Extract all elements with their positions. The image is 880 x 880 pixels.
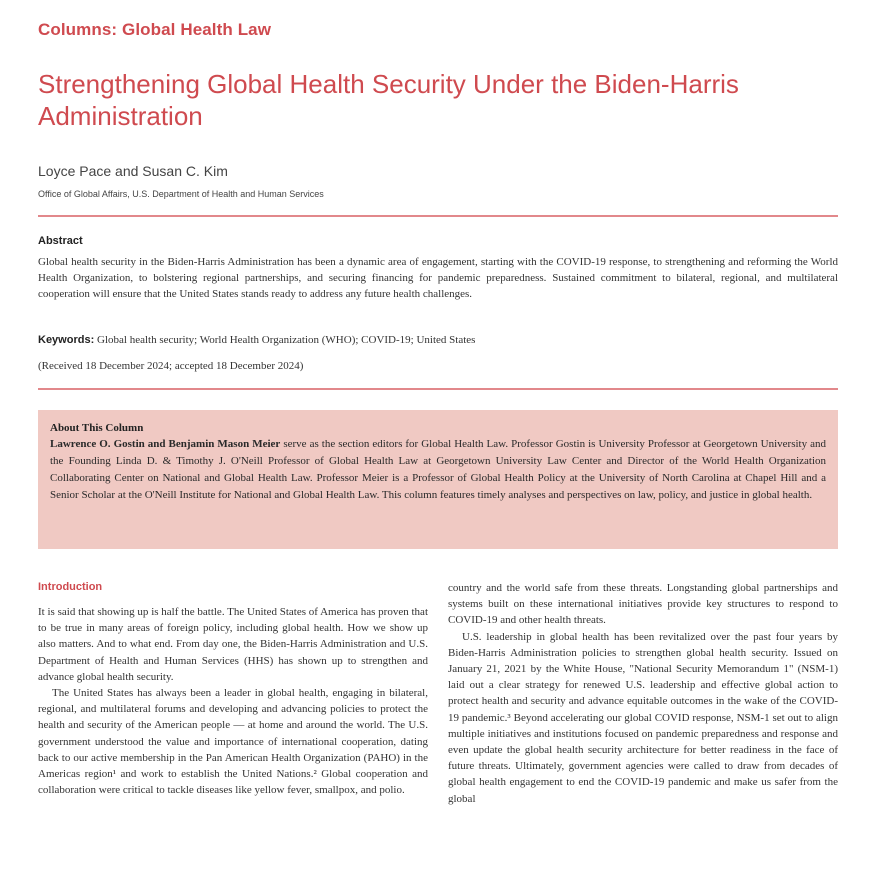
abstract-divider — [38, 388, 838, 390]
about-column-body: serve as the section editors for Global Health Law. Professor Gostin is University Professor at Georgetown University and the Founding Linda D. & Timothy J. O'Neill Professor of Global Health Law at Georgetown University Law Center and Director of the World Health Organization Collaborating Center on National and Global Health Law. Professor Meier is a Professor of Global Health Policy at the University of North Carolina at Chapel Hill and a Senior Scholar at the O'Neill Institute for National and Global Health Law. This column features timely analyses and perspectives on law, policy, and justice in global health. — [50, 438, 827, 501]
about-column-text — [50, 436, 826, 504]
authors: Loyce Pace and Susan C. Kim — [38, 163, 228, 179]
keywords-list: Global health security; World Health Organization (WHO); COVID-19; United States — [97, 334, 476, 346]
paragraph-4: U.S. leadership in global health has been revitalized over the past four years by Biden-Harris Administration policies to strengthen global health security. Issued on January 21, 2021 by the White House, "National Security Memorandum 1" (NSM-1) laid out a clear strategy for renewed U.S. leadership and effective global action to protect health and security and advance equitable outcomes in the wake of the COVID-19 pandemic.³ Beyond accelerating our global COVID response, NSM-1 set out to align multiple initiatives and institutions focused on pandemic preparedness and response and even update the global health security architecture for better readiness in the face of future threats. Ultimately, government agencies were called to draw from decades of global health engagement to end the COVID-19 pandemic and make us safer from the global — [448, 630, 838, 805]
affiliation: Office of Global Affairs, U.S. Department of Health and Human Services — [38, 189, 324, 199]
section-label: Columns: Global Health Law — [38, 20, 272, 39]
abstract-text: Global health security in the Biden-Harris Administration has been a dynamic area of engagement, starting with the COVID-19 response, to strengthening and reforming the World Health Organization, to bolstering regional partnerships, and securing financing for pandemic preparedness. Sustained commitment to bilateral, regional, and multilateral cooperation will ensure that the United States stands ready to address any future health challenges. — [38, 256, 838, 300]
top-divider — [38, 215, 838, 217]
keywords-label: Keywords: — [38, 334, 95, 346]
section-editors: Lawrence O. Gostin and Benjamin Mason Meier — [50, 438, 281, 450]
paragraph-3: country and the world safe from these threats. Longstanding global partnerships and systems built on these international initiatives provide key structures to respond to COVID-19 and other health threats. — [448, 582, 838, 627]
received-dates: (Received 18 December 2024; accepted 18 December 2024) — [38, 360, 304, 372]
about-column-heading: About This Column — [50, 422, 144, 434]
article-title: Strengthening Global Health Security Under the Biden-Harris Administration — [38, 69, 739, 131]
paragraph-2: The United States has always been a leader in global health, engaging in bilateral, regional, and multilateral forums and developing and advancing policies to protect the health and security of the American people — at home and around the world. The U.S. government understood the value and importance of international cooperation, dating back to our active membership in the Pan American Health Organization (PAHO) in the Americas region¹ and work to establish the United Nations.² Global cooperation and collaboration were critical to tackle diseases like yellow fever, smallpox, and polio. — [38, 687, 428, 797]
introduction-heading: Introduction — [38, 581, 103, 593]
abstract-heading: Abstract — [38, 235, 83, 247]
body-column-left — [38, 580, 428, 798]
about-column-box — [38, 410, 838, 549]
keywords — [38, 332, 838, 348]
body-column-right — [448, 580, 838, 807]
paragraph-1: It is said that showing up is half the battle. The United States of America has proven that to be true in many areas of foreign policy, including global health. How we show up also matters. And to what end. From day one, the Biden-Harris Administration and U.S. Department of Health and Human Services (HHS) has shown up to strengthen and advance global health security. — [38, 606, 428, 683]
